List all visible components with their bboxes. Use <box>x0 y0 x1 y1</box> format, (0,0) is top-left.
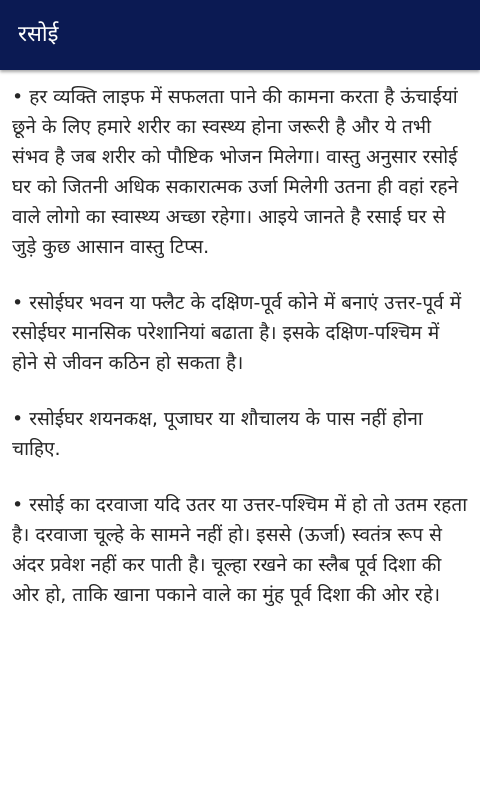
paragraph-kitchen-door: • रसोई का दरवाजा यदि उतर या उत्तर-पश्चिम में हो तो उतम रहता है। दरवाजा चूल्हे के सामने नहीं हो। इससे (ऊर्जा) स्वतंत्र रूप से अंदर प्रवेश नहीं कर पाती है। चूल्हा रखने का स्लैब पूर्व दिशा की ओर हो, ताकि खाना पकाने वाले का मुंह पूर्व दिशा की ओर रहे। <box>12 494 468 606</box>
article-content[interactable] <box>0 70 480 800</box>
paragraph-intro: • हर व्यक्ति लाइफ में सफलता पाने की कामना करता है ऊंचाईयां छूने के लिए हमारे शरीर का स्वस्थ्य होना जरूरी है और ये तभी संभव है जब शरीर को पौष्टिक भोजन मिलेगा। वास्तु अनुसार रसोई घर को जितनी अधिक सकारात्मक उर्जा मिलेगी उतना ही वहां रहने वाले लोगो का स्वास्थ्य अच्छा रहेगा। आइये जानते है रसाई घर से जुड़े कुछ आसान वास्तु टिप्स. <box>12 86 459 258</box>
paragraph-kitchen-location: • रसोईघर भवन या फ्लैट के दक्षिण-पूर्व कोने में बनाएं उत्तर-पूर्व में रसोईघर मानसिक परेशानियां बढाता है। इसके दक्षिण-पश्चिम में होने से जीवन कठिन हो सकता है। <box>12 292 462 374</box>
paragraph-kitchen-neighbors: • रसोईघर शयनकक्ष, पूजाघर या शौचालय के पास नहीं होना चाहिए. <box>12 408 423 460</box>
app-title: रसोई <box>18 22 59 47</box>
app-bar <box>0 0 480 70</box>
